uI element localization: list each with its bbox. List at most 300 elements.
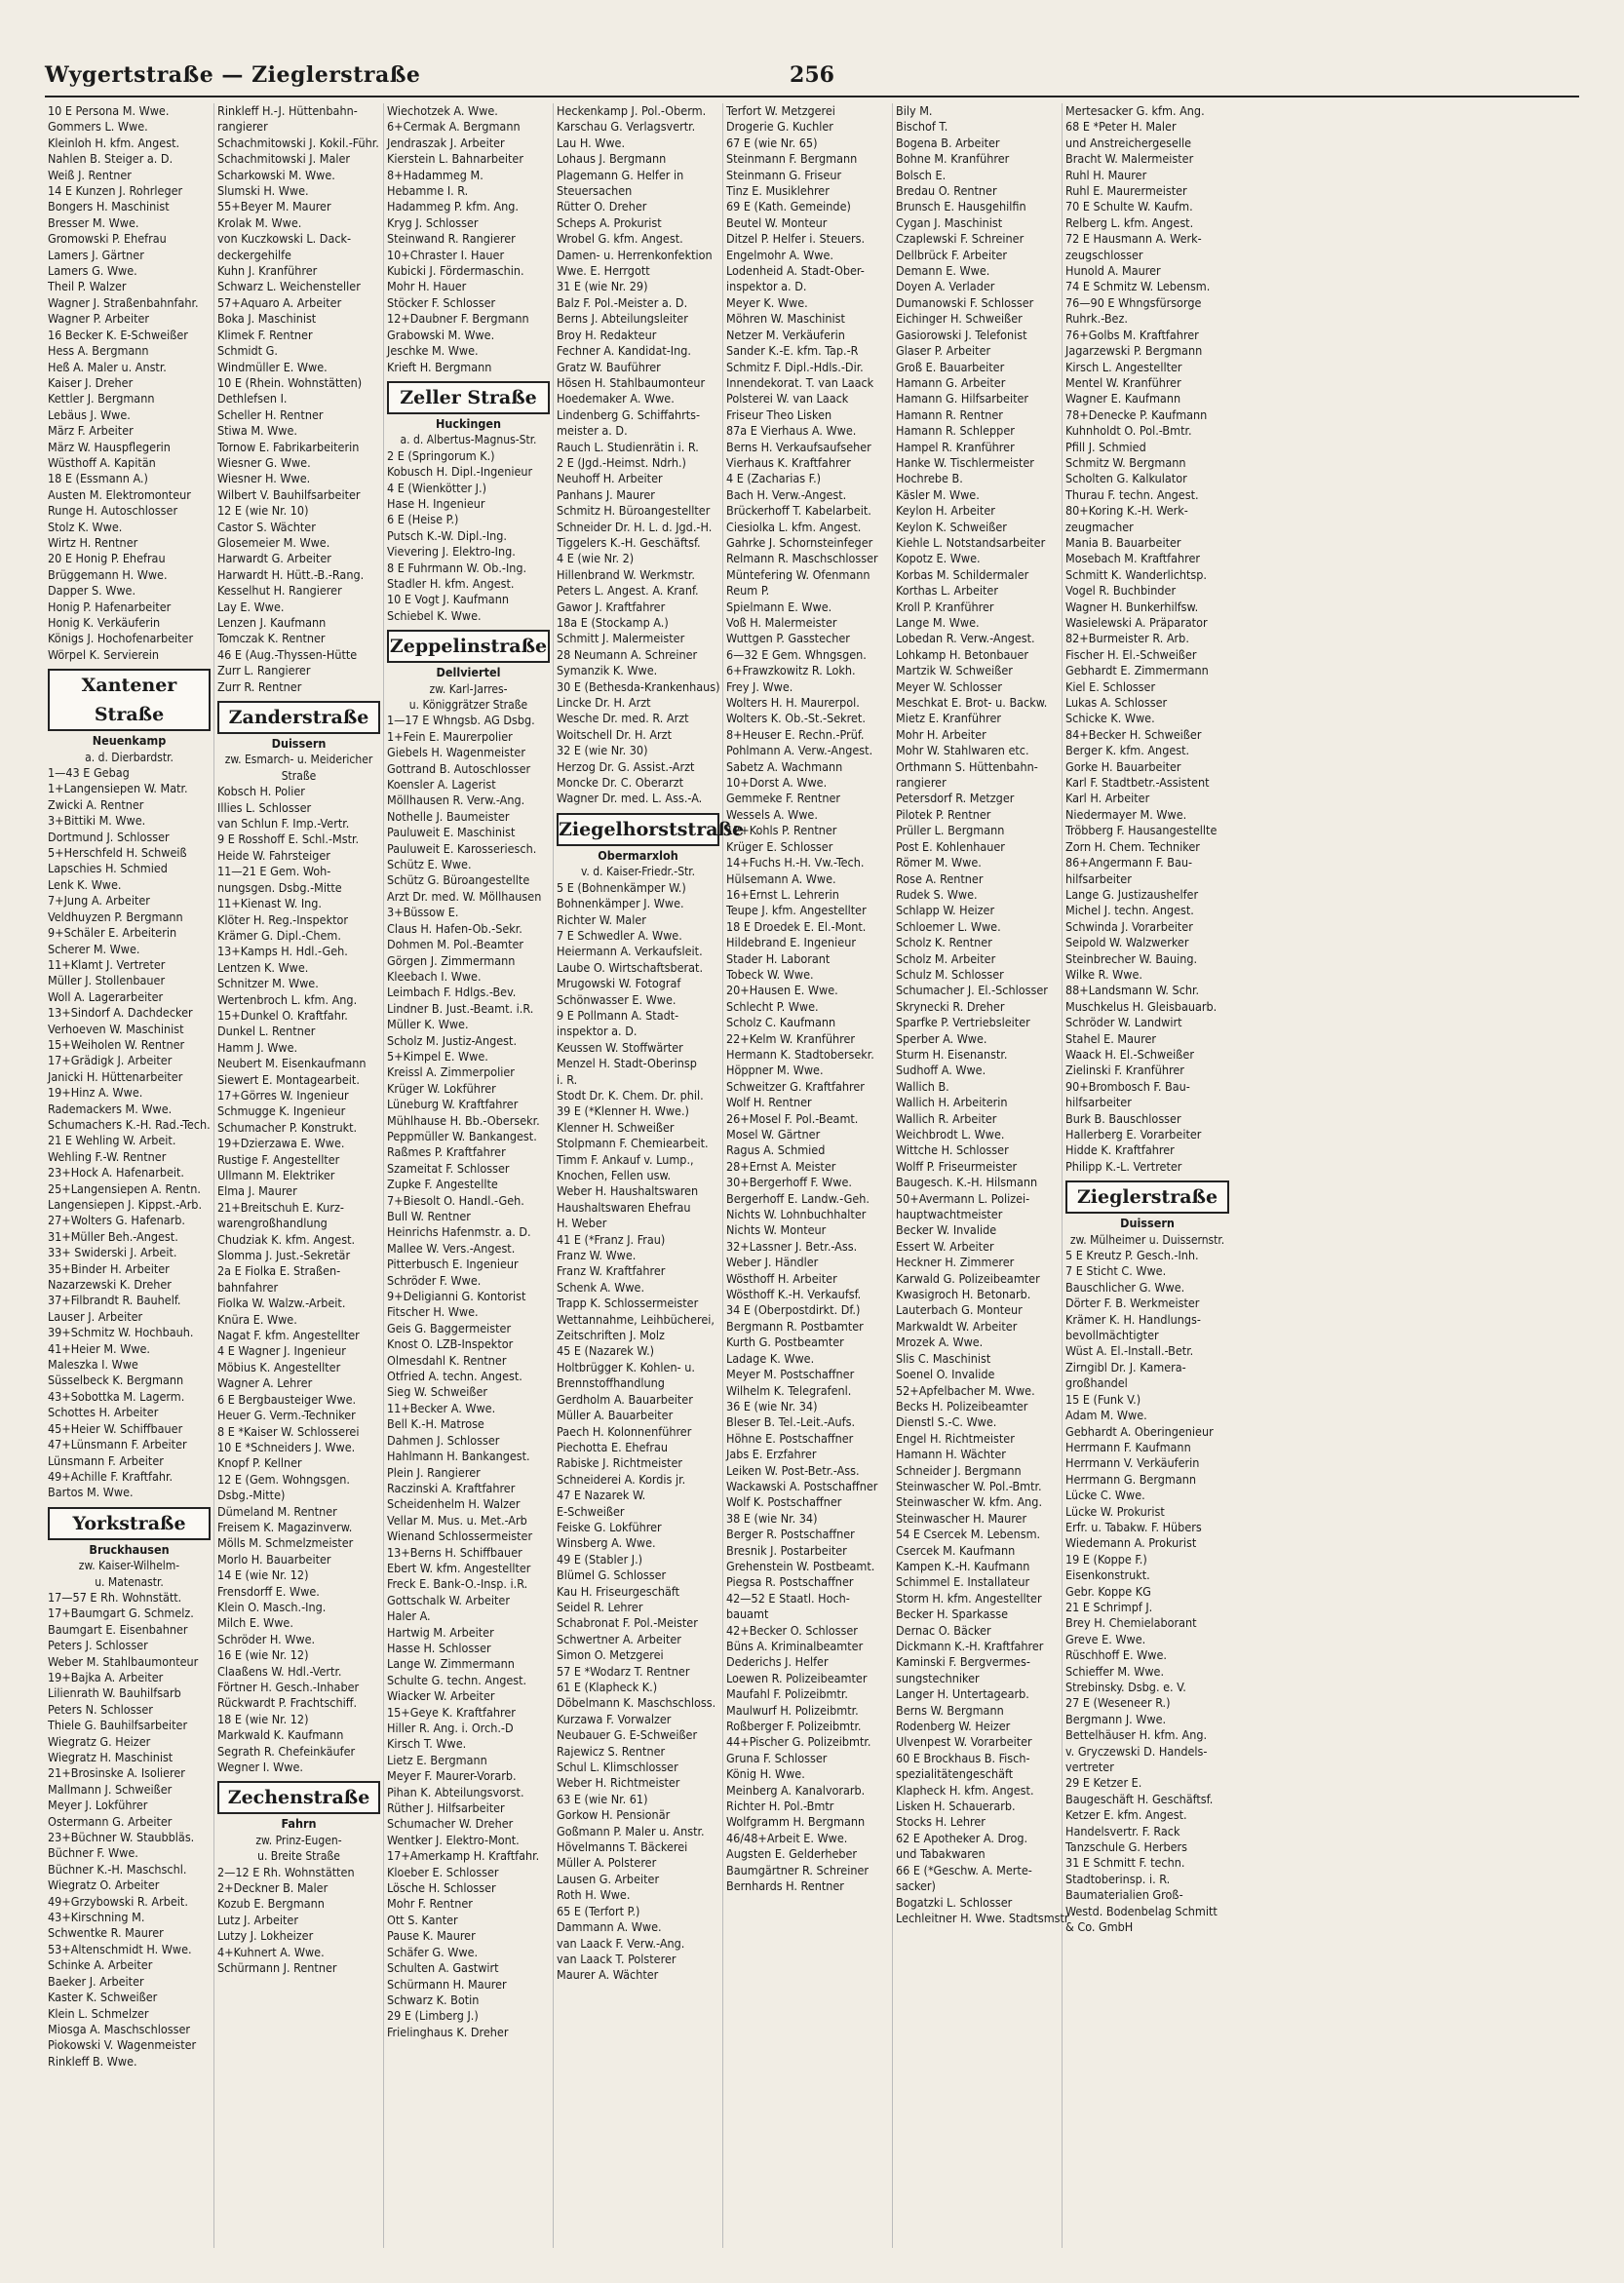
directory-entry: Schwertner A. Arbeiter <box>557 1631 681 1646</box>
directory-entry: Wessels A. Wwe. <box>726 806 818 822</box>
directory-entry: Relberg L. kfm. Angest. <box>1065 214 1194 230</box>
directory-entry: Gorke H. Bauarbeiter <box>1065 758 1181 774</box>
directory-entry: 2 E (Springorum K.) <box>387 447 495 463</box>
directory-entry: Scheller H. Rentner <box>217 406 324 422</box>
directory-entry: Lünsmann F. Arbeiter <box>48 1452 164 1468</box>
directory-entry: Seipold W. Walzwerker <box>1065 935 1189 950</box>
directory-entry: Meyer W. Schlosser <box>896 678 1002 694</box>
directory-entry: Steinwascher W. kfm. Ang. <box>896 1494 1043 1510</box>
directory-entry: Schröder H. Wwe. <box>217 1631 316 1646</box>
directory-entry: 1—43 E Gebag <box>48 765 130 781</box>
directory-entry: Frey J. Wwe. <box>726 678 793 694</box>
directory-entry: Korthas L. Arbeiter <box>896 583 998 599</box>
directory-entry: Slis C. Maschinist <box>896 1350 991 1366</box>
directory-entry: 65 E (Terfort P.) <box>557 1903 640 1918</box>
directory-entry: i. R. <box>557 1071 578 1087</box>
directory-entry: Segrath R. Chefeinkäufer <box>217 1743 356 1759</box>
directory-entry: Hess A. Bergmann <box>48 343 149 359</box>
directory-entry: Wösthoff K.-H. Verkaufsf. <box>726 1287 862 1302</box>
directory-entry: 38 E (wie Nr. 34) <box>726 1510 818 1526</box>
directory-entry: Stadler H. kfm. Angest. <box>387 575 515 591</box>
district-name: Duissern <box>271 736 327 752</box>
directory-entry: Schulz M. Schlosser <box>896 966 1004 982</box>
directory-entry: Müller A. Polsterer <box>557 1855 657 1871</box>
directory-entry: Thiele G. Bauhilfsarbeiter <box>48 1718 188 1733</box>
directory-entry: Wrobel G. kfm. Angest. <box>557 231 683 247</box>
street-location: a. d. Albertus-Magnus-Str. <box>400 433 537 447</box>
directory-entry: Neubauer G. E-Schweißer <box>557 1727 698 1743</box>
directory-entry: Dsbg.-Mitte) <box>217 1488 286 1503</box>
directory-entry: Baumgärtner R. Schreiner <box>726 1862 870 1877</box>
directory-entry: Petersdorf R. Metzger <box>896 791 1015 806</box>
directory-entry: Kesselhut H. Rangierer <box>217 583 342 599</box>
directory-entry: Klenner H. Schweißer <box>557 1119 675 1135</box>
directory-entry: Schabronat F. Pol.-Meister <box>557 1615 698 1631</box>
directory-entry: Schmugge K. Ingenieur <box>217 1103 346 1119</box>
directory-entry: Kirsch L. Angestellter <box>1065 359 1182 374</box>
directory-entry: Tröbberg F. Hausangestellte <box>1065 823 1218 838</box>
directory-entry: Schönwasser E. Wwe. <box>557 991 677 1007</box>
directory-entry: Post E. Kohlenhauer <box>896 838 1005 854</box>
street-heading: Zeller Straße <box>387 381 550 414</box>
directory-entry: Hunold A. Maurer <box>1065 263 1161 279</box>
directory-entry: Möbius K. Angestellter <box>217 1359 341 1374</box>
directory-entry: Siewert E. Montagearbeit. <box>217 1071 360 1087</box>
directory-entry: Mrugowski W. Fotograf <box>557 976 681 991</box>
directory-entry: Hamm J. Wwe. <box>217 1039 298 1055</box>
directory-entry: Gromowski P. Ehefrau <box>48 231 167 247</box>
directory-entry: Jabs E. Erzfahrer <box>726 1447 817 1462</box>
directory-entry: Müller A. Bauarbeiter <box>557 1408 674 1423</box>
directory-entry: Weiß J. Rentner <box>48 167 132 182</box>
directory-entry: 16 E (wie Nr. 12) <box>217 1647 309 1663</box>
directory-entry: Kleinloh H. kfm. Angest. <box>48 135 180 150</box>
directory-entry: Lüneburg W. Kraftfahrer <box>387 1097 519 1112</box>
directory-entry: 45 E (Nazarek W.) <box>557 1343 655 1359</box>
directory-entry: Zielinski F. Kranführer <box>1065 1063 1184 1078</box>
directory-entry: Kau H. Friseurgeschäft <box>557 1583 680 1599</box>
directory-entry: van Laack F. Verw.-Ang. <box>557 1935 685 1951</box>
directory-entry: Ladage K. Wwe. <box>726 1350 815 1366</box>
directory-entry: Wagner E. Kaufmann <box>1065 391 1181 406</box>
directory-entry: Martzik W. Schweißer <box>896 663 1013 678</box>
directory-entry: Lilienrath W. Bauhilfsarb <box>48 1685 181 1701</box>
directory-entry: 23+Büchner W. Staubbläs. <box>48 1830 195 1845</box>
directory-entry: Schwarz L. Weichensteller <box>217 279 361 294</box>
directory-entry: Peppmüller W. Bankangest. <box>387 1128 537 1143</box>
directory-entry: Franz W. Wwe. <box>557 1248 637 1263</box>
directory-entry: 49 E (Stabler J.) <box>557 1551 643 1567</box>
directory-entry: Karl F. Stadtbetr.-Assistent <box>1065 775 1210 791</box>
directory-entry: Hildebrand E. Ingenieur <box>726 935 856 950</box>
directory-entry: Ullmann M. Elektriker <box>217 1168 335 1182</box>
directory-entry: 25+Langensiepen A. Rentn. <box>48 1180 201 1196</box>
directory-entry: Klimek F. Rentner <box>217 327 313 342</box>
column-2 <box>214 103 384 2248</box>
street-location: u. Königgrätzer Straße <box>408 698 528 712</box>
directory-entry: Piokowski V. Wagenmeister <box>48 2037 197 2053</box>
directory-entry: Klapheck H. kfm. Angest. <box>896 1782 1034 1798</box>
directory-entry: Ditzel P. Helfer i. Steuers. <box>726 231 866 247</box>
directory-entry: Reum P. <box>726 583 770 599</box>
directory-entry: 27 E (Weseneer R.) <box>1065 1695 1171 1711</box>
directory-entry: 18 E (Essmann A.) <box>48 471 148 486</box>
directory-entry: Kleebach I. Wwe. <box>387 968 482 984</box>
directory-entry: Leimbach F. Hdlgs.-Bev. <box>387 985 517 1000</box>
directory-entry: 13+Kamps H. Hdl.-Geh. <box>217 944 348 959</box>
directory-entry: Sander K.-E. kfm. Tap.-R <box>726 343 859 359</box>
directory-entry: Mania B. Bauarbeiter <box>1065 534 1181 550</box>
directory-entry: Schieffer M. Wwe. <box>1065 1663 1165 1679</box>
directory-entry: Berns H. Verkaufsaufseher <box>726 439 871 454</box>
directory-entry: Schicke K. Wwe. <box>1065 711 1155 726</box>
directory-entry: Tobeck W. Wwe. <box>726 966 814 982</box>
directory-entry: Karschau G. Verlagsvertr. <box>557 119 696 135</box>
directory-entry: Bohnenkämper J. Wwe. <box>557 896 684 911</box>
directory-entry: 5 E (Bohnenkämper W.) <box>557 879 686 895</box>
directory-entry: Berger R. Postschaffner <box>726 1527 855 1542</box>
directory-entry: Wolf K. Postschaffner <box>726 1494 842 1510</box>
directory-entry: 6 E Bergbausteiger Wwe. <box>217 1391 357 1407</box>
directory-entry: Jagarzewski P. Bergmann <box>1065 343 1203 359</box>
column-7 <box>1063 103 1232 2248</box>
directory-entry: 29 E Ketzer E. <box>1065 1775 1142 1791</box>
directory-entry: 29 E (Limberg J.) <box>387 2008 479 2024</box>
directory-entry: Schumacher J. El.-Schlosser <box>896 983 1048 998</box>
directory-entry: 12 E (Gem. Wohngsgen. <box>217 1471 350 1487</box>
directory-entry: Wüsthoff A. Kapitän <box>48 454 156 470</box>
directory-entry: zeugschlosser <box>1065 247 1143 262</box>
directory-entry: Mrozek A. Wwe. <box>896 1335 984 1350</box>
directory-entry: Mietz E. Kranführer <box>896 711 1001 726</box>
directory-entry: und Tabakwaren <box>896 1846 986 1862</box>
directory-entry: 15+Geye K. Kraftfahrer <box>387 1704 516 1720</box>
directory-entry: Meinberg A. Kanalvorarb. <box>726 1782 866 1798</box>
directory-entry: Weber J. Händler <box>726 1255 819 1270</box>
directory-entry: 11+Becker A. Wwe. <box>387 1400 496 1415</box>
directory-entry: 54 E Csercek M. Lebensm. <box>896 1527 1041 1542</box>
directory-entry: Slomma J. Just.-Sekretär <box>217 1248 351 1263</box>
directory-entry: Schneiderei A. Kordis jr. <box>557 1471 686 1487</box>
directory-entry: Bauschlicher G. Wwe. <box>1065 1279 1185 1295</box>
directory-entry: Kreissl A. Zimmerpolier <box>387 1064 515 1080</box>
directory-entry: Brennstoffhandlung <box>557 1375 665 1391</box>
directory-entry: Grabowski M. Wwe. <box>387 327 495 342</box>
directory-entry: Wiegratz H. Maschinist <box>48 1750 174 1764</box>
district-name: Fahrn <box>281 1816 317 1832</box>
directory-entry: Hiller R. Ang. i. Orch.-D <box>387 1721 514 1735</box>
directory-entry: Kryg J. Schlosser <box>387 214 479 230</box>
directory-entry: 11+Klamt J. Vertreter <box>48 956 166 972</box>
directory-entry: 4 E (Wienkötter J.) <box>387 480 486 495</box>
directory-entry: Scholz M. Arbeiter <box>896 950 996 966</box>
directory-entry: Kloeber E. Schlosser <box>387 1864 499 1879</box>
directory-entry: Weber H. Haushaltswaren <box>557 1183 699 1199</box>
directory-entry: Neubert M. Eisenkaufmann <box>217 1056 367 1071</box>
directory-entry: Baumgart E. Eisenbahner <box>48 1621 188 1637</box>
directory-entry: Lamers J. Gärtner <box>48 247 144 262</box>
directory-entry: Wagner J. Straßenbahnfahr. <box>48 294 199 310</box>
directory-entry: Mallee W. Vers.-Angest. <box>387 1240 516 1256</box>
directory-entry: Vierhaus K. Kraftfahrer <box>726 454 851 470</box>
directory-entry: Brey H. Chemielaborant <box>1065 1615 1197 1631</box>
directory-entry: Tinz E. Musiklehrer <box>726 183 830 199</box>
directory-entry: Dümeland M. Rentner <box>217 1503 337 1519</box>
directory-entry: Bernhards H. Rentner <box>726 1878 844 1894</box>
directory-entry: Steuersachen <box>557 183 633 199</box>
directory-entry: Lauterbach G. Monteur <box>896 1302 1023 1318</box>
directory-entry: Frielinghaus K. Dreher <box>387 2024 509 2039</box>
directory-entry: Rudek S. Wwe. <box>896 886 978 902</box>
directory-entry: 4 E (wie Nr. 2) <box>557 551 635 566</box>
directory-entry: H. Weber <box>557 1216 607 1231</box>
directory-entry: Rinkleff H.-J. Hüttenbahn- <box>217 103 358 118</box>
directory-entry: Eisenkonstrukt. <box>1065 1567 1150 1583</box>
directory-entry: Dörter F. B. Werkmeister <box>1065 1296 1200 1311</box>
directory-entry: Ebert W. kfm. Angestellter <box>387 1560 531 1575</box>
directory-entry: Lechleitner H. Wwe. Stadtsmstr <box>896 1910 1069 1925</box>
directory-entry: Höppner M. Wwe. <box>726 1063 824 1078</box>
directory-entry: Knopf P. Kellner <box>217 1455 302 1471</box>
directory-entry: Pfill J. Schmied <box>1065 439 1146 454</box>
directory-entry: 90+Brombosch F. Bau- <box>1065 1078 1190 1094</box>
directory-entry: März F. Arbeiter <box>48 423 134 439</box>
directory-entry: Relmann R. Maschschlosser <box>726 551 878 566</box>
directory-entry: Wiesner H. Wwe. <box>217 471 311 486</box>
directory-entry: Schachmitowski J. Maler <box>217 151 351 167</box>
directory-entry: Karl H. Arbeiter <box>1065 791 1150 806</box>
directory-entry: Lietz E. Bergmann <box>387 1752 487 1767</box>
directory-entry: Bredau O. Rentner <box>896 183 997 199</box>
directory-entry: Peters L. Angest. A. Kranf. <box>557 583 699 599</box>
directory-entry: Gruna F. Schlosser <box>726 1750 828 1765</box>
directory-entry: Berns W. Bergmann <box>896 1702 1004 1718</box>
directory-entry: Scholz C. Kaufmann <box>726 1015 836 1030</box>
directory-entry: Wirtz H. Rentner <box>48 534 138 550</box>
directory-entry: 74 E Schmitz W. Lebensm. <box>1065 279 1211 294</box>
directory-entry: 7 E Schwedler A. Wwe. <box>557 927 682 943</box>
directory-entry: Gebr. Koppe KG <box>1065 1583 1151 1599</box>
directory-entry: Wallich R. Arbeiter <box>896 1110 997 1126</box>
directory-entry: Wasielewski A. Präparator <box>1065 615 1208 630</box>
directory-entry: Klein O. Masch.-Ing. <box>217 1599 327 1614</box>
directory-entry: Vogel R. Buchbinder <box>1065 583 1177 599</box>
directory-entry: Westd. Bodenbelag Schmitt <box>1065 1903 1218 1918</box>
directory-entry: 39 E (*Klenner H. Wwe.) <box>557 1103 689 1119</box>
directory-entry: Morlo H. Bauarbeiter <box>217 1551 331 1567</box>
directory-entry: Lamers G. Wwe. <box>48 263 137 279</box>
directory-entry: 16+Ernst L. Lehrerin <box>726 886 839 902</box>
directory-entry: 3+Bittiki M. Wwe. <box>48 813 146 829</box>
directory-entry: 61 E (Klapheck K.) <box>557 1680 658 1694</box>
column-1 <box>45 103 214 2248</box>
directory-entry: Steinwascher W. Pol.-Bmtr. <box>896 1478 1042 1493</box>
directory-entry: Dienstl S.-C. Wwe. <box>896 1414 997 1430</box>
directory-entry: Orthmann S. Hüttenbahn- <box>896 758 1038 774</box>
directory-entry: Niedermayer M. Wwe. <box>1065 806 1187 822</box>
directory-entry: hauptwachtmeister <box>896 1207 1003 1222</box>
directory-entry: Wörpel K. Servierein <box>48 646 160 662</box>
directory-entry: Stader H. Laborant <box>726 950 831 966</box>
directory-entry: 15+Dunkel O. Kraftfahr. <box>217 1007 348 1023</box>
directory-entry: Wittche H. Schlosser <box>896 1142 1009 1158</box>
directory-entry: Fitscher H. Wwe. <box>387 1304 479 1320</box>
directory-entry: Becker W. Invalide <box>896 1222 997 1238</box>
directory-entry: Cygan J. Maschinist <box>896 214 1003 230</box>
directory-entry: Wiegratz O. Arbeiter <box>48 1877 160 1893</box>
directory-entry: Höhne E. Postschaffner <box>726 1430 854 1446</box>
directory-entry: Ketzer E. kfm. Angest. <box>1065 1807 1187 1823</box>
page-header <box>45 60 1579 97</box>
directory-entry: Stadtoberinsp. i. R. <box>1065 1871 1171 1886</box>
directory-entry: 66 E (*Geschw. A. Merte- <box>896 1862 1032 1877</box>
directory-entry: Kettler J. Bergmann <box>48 391 155 406</box>
directory-entry: Wüst A. El.-Install.-Betr. <box>1065 1343 1194 1359</box>
directory-entry: Lücke W. Prokurist <box>1065 1503 1165 1519</box>
directory-entry: Dapper S. Wwe. <box>48 583 136 599</box>
directory-entry: Sturm H. Eisenanstr. <box>896 1046 1008 1062</box>
directory-entry: 80+Koring K.-H. Werk- <box>1065 503 1188 519</box>
directory-entry: Moncke Dr. C. Oberarzt <box>557 775 684 791</box>
directory-entry: 57+Aquaro A. Arbeiter <box>217 294 342 310</box>
directory-entry: 37+Filbrandt R. Bauhelf. <box>48 1293 181 1308</box>
directory-entry: Lutzy J. Lokheizer <box>217 1928 314 1944</box>
directory-entry: Lauser J. Arbeiter <box>48 1308 143 1324</box>
directory-entry: Schwinda J. Vorarbeiter <box>1065 918 1193 934</box>
directory-entry: Kirsch T. Wwe. <box>387 1736 467 1752</box>
directory-entry: Knochen, Fellen usw. <box>557 1168 672 1182</box>
directory-entry: Rückwardt P. Frachtschiff. <box>217 1695 358 1711</box>
directory-entry: Wagner H. Bunkerhilfsw. <box>1065 599 1199 614</box>
directory-entry: meister a. D. <box>557 423 628 439</box>
directory-entry: Schröder W. Landwirt <box>1065 1015 1182 1030</box>
directory-entry: Süsselbeck K. Bergmann <box>48 1373 184 1388</box>
directory-entry: Schottes H. Arbeiter <box>48 1405 159 1420</box>
directory-entry: Pauluweit E. Maschinist <box>387 825 516 840</box>
directory-entry: Freck E. Bank-O.-Insp. i.R. <box>387 1576 528 1592</box>
district-name: Neuenkamp <box>92 733 167 749</box>
directory-entry: Schenk A. Wwe. <box>557 1279 645 1295</box>
directory-entry: Schul L. Klimschlosser <box>557 1760 678 1775</box>
directory-entry: Prüller L. Bergmann <box>896 823 1005 838</box>
street-location: u. Matenastr. <box>95 1574 164 1589</box>
directory-entry: Rauch L. Studienrätin i. R. <box>557 439 699 454</box>
directory-entry: Demann E. Wwe. <box>896 263 990 279</box>
directory-entry: 1+Fein E. Maurerpolier <box>387 728 513 744</box>
directory-entry: Karwald G. Polizeibeamter <box>896 1270 1040 1286</box>
street-heading: Zeppelinstraße <box>387 630 550 663</box>
directory-entry: Bohne M. Kranführer <box>896 151 1010 167</box>
directory-entry: Csercek M. Kaufmann <box>896 1542 1016 1558</box>
directory-entry: Dahmen J. Schlosser <box>387 1432 500 1448</box>
directory-entry: Elma J. Maurer <box>217 1183 297 1199</box>
directory-entry: Hülsemann A. Wwe. <box>726 871 836 886</box>
directory-entry: Krämer K. H. Handlungs- <box>1065 1311 1201 1327</box>
directory-entry: Kobusch H. Dipl.-Ingenieur <box>387 464 533 480</box>
directory-entry: Becks H. Polizeibeamter <box>896 1398 1028 1413</box>
district-name: Bruckhausen <box>89 1541 170 1557</box>
directory-entry: Gorkow H. Pensionär <box>557 1807 671 1823</box>
directory-entry: Schmitz F. Dipl.-Hdls.-Dir. <box>726 359 864 374</box>
directory-entry: 43+Kirschning M. <box>48 1910 145 1925</box>
directory-entry: Kierstein L. Bahnarbeiter <box>387 151 523 167</box>
directory-entry: 8 E *Kaiser W. Schlosserei <box>217 1423 360 1439</box>
directory-entry: 4 E Wagner J. Ingenieur <box>217 1343 346 1359</box>
directory-entry: Nothelle J. Baumeister <box>387 808 510 824</box>
directory-entry: Schwentke R. Maurer <box>48 1925 164 1941</box>
directory-entry: Milch E. Wwe. <box>217 1615 293 1631</box>
directory-entry: 47 E Nazarek W. <box>557 1488 646 1503</box>
directory-entry: vertreter <box>1065 1760 1114 1775</box>
directory-entry: Scheps A. Prokurist <box>557 214 662 230</box>
directory-entry: Gemmeke F. Rentner <box>726 791 841 806</box>
directory-entry: 12 E (wie Nr. 10) <box>217 503 309 519</box>
district-name: Huckingen <box>435 415 502 431</box>
directory-entry: Gasiorowski J. Telefonist <box>896 327 1027 342</box>
directory-entry: 30 E (Bethesda-Krankenhaus) <box>557 678 720 694</box>
directory-entry: Meyer J. Lokführer <box>48 1798 148 1813</box>
directory-entry: 17+Amerkamp H. Kraftfahr. <box>387 1848 540 1864</box>
directory-entry: bevollmächtigter <box>1065 1328 1159 1343</box>
directory-entry: Ciesiolka L. kfm. Angest. <box>726 519 862 534</box>
directory-entry: Schulte G. techn. Angest. <box>387 1672 527 1687</box>
directory-entry: Brunsch E. Hausgehilfin <box>896 199 1026 214</box>
directory-entry: Putsch K.-W. Dipl.-Ing. <box>387 527 507 543</box>
directory-entry: zeugmacher <box>1065 519 1134 534</box>
directory-entry: Möhren W. Maschinist <box>726 311 845 327</box>
directory-entry: Hamann R. Rentner <box>896 406 1003 422</box>
directory-entry: Schumacher W. Dreher <box>387 1816 514 1832</box>
directory-entry: Scholz K. Rentner <box>896 935 992 950</box>
directory-entry: Ott S. Kanter <box>387 1912 458 1927</box>
directory-entry: Zupke F. Angestellte <box>387 1177 498 1192</box>
directory-entry: Lau H. Wwe. <box>557 135 626 150</box>
directory-entry: Meyer M. Postschaffner <box>726 1367 855 1382</box>
directory-entry: Kaminski F. Bergvermes- <box>896 1654 1030 1670</box>
directory-entry: spezialitätengeschäft <box>896 1766 1014 1782</box>
directory-entry: Schimmel E. Installateur <box>896 1574 1030 1590</box>
directory-entry: Winsberg A. Wwe. <box>557 1535 656 1551</box>
directory-entry: 6—32 E Gem. Whngsgen. <box>726 646 867 662</box>
directory-entry: Maleszka I. Wwe <box>48 1357 138 1373</box>
directory-entry: Damen- u. Herrenkonfektion <box>557 247 713 262</box>
directory-entry: Hövelmanns T. Bäckerei <box>557 1839 688 1855</box>
directory-entry: 34 E (Oberpostdirkt. Df.) <box>726 1302 861 1318</box>
directory-entry: Geis G. Baggermeister <box>387 1320 512 1335</box>
directory-entry: Terfort W. Metzgerei <box>726 103 835 118</box>
directory-entry: Schmidt G. <box>217 343 278 359</box>
directory-entry: Muschkelus H. Gleisbauarb. <box>1065 998 1218 1014</box>
directory-entry: Claus H. Hafen-Ob.-Sekr. <box>387 920 522 936</box>
directory-entry: 4 E (Zacharias F.) <box>726 471 822 486</box>
directory-entry: Schmitz W. Bergmann <box>1065 454 1186 470</box>
directory-entry: 31 E (wie Nr. 29) <box>557 279 648 294</box>
directory-entry: bahnfahrer <box>217 1279 279 1295</box>
directory-entry: 15 E (Funk V.) <box>1065 1391 1141 1407</box>
directory-entry: Wwe. E. Herrgott <box>557 263 650 279</box>
directory-entry: Schumachers K.-H. Rad.-Tech. <box>48 1116 211 1132</box>
directory-entry: Ragus A. Schmied <box>726 1142 826 1158</box>
directory-entry: Wolfgramm H. Bergmann <box>726 1814 866 1830</box>
directory-entry: Schnitzer M. Wwe. <box>217 976 319 991</box>
directory-entry: Lutz J. Arbeiter <box>217 1912 298 1927</box>
directory-entry: 18 E (wie Nr. 12) <box>217 1711 309 1726</box>
district-name: Obermarxloh <box>598 847 678 863</box>
directory-entry: 1—17 E Whngsb. AG Dsbg. <box>387 713 535 728</box>
directory-entry: Hadammeg P. kfm. Ang. <box>387 199 519 214</box>
directory-entry: Slumski H. Wwe. <box>217 183 309 199</box>
column-6 <box>893 103 1069 2248</box>
